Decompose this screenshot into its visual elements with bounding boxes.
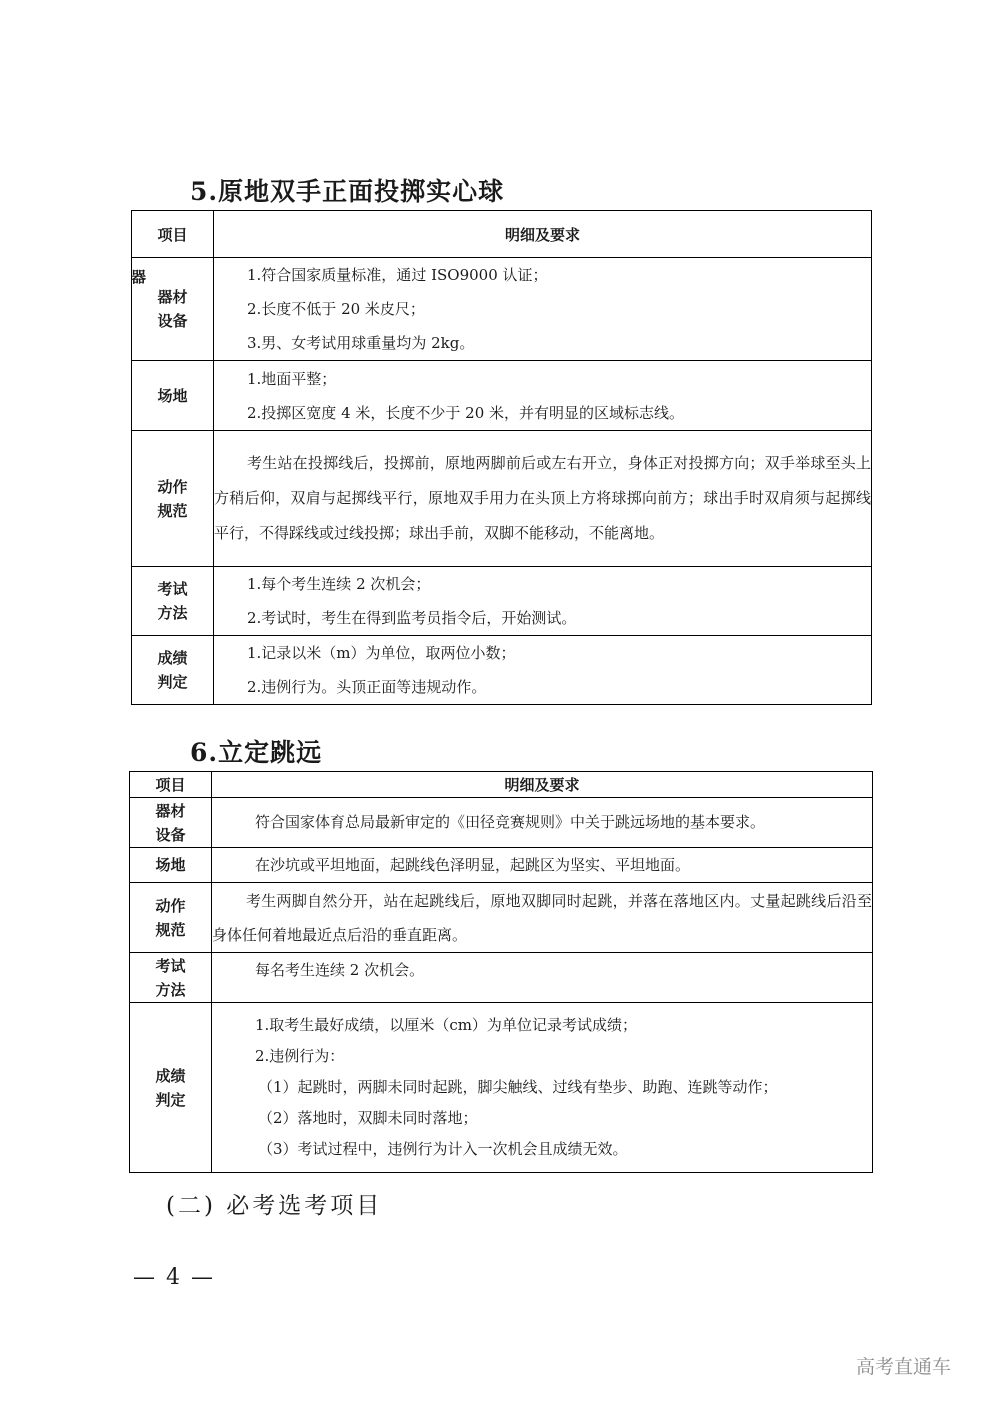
row-label-venue: 场地 xyxy=(132,361,214,431)
list-item: 1.取考生最好成绩，以厘米（cm）为单位记录考试成绩； xyxy=(255,1016,637,1034)
stray-label-char: 器 xyxy=(131,268,147,286)
list-item: 1.记录以米（m）为单位，取两位小数； xyxy=(247,644,516,662)
row-content-venue xyxy=(212,848,873,883)
header-item: 项目 xyxy=(132,211,214,258)
section-6-heading: 6.立定跳远 xyxy=(190,738,323,767)
table-row xyxy=(130,798,873,848)
table-row xyxy=(132,636,872,705)
list-item: （2）落地时，双脚未同时落地； xyxy=(258,1109,478,1127)
row-content-method xyxy=(212,953,873,1003)
list-item: 2.长度不低于 20 米皮尺； xyxy=(247,300,425,318)
technique-paragraph: 考生两脚自然分开，站在起跳线后，原地双脚同时起跳，并落在落地区内。丈量起跳线后沿至身体任何着地最近点后沿的垂直距离。 xyxy=(212,891,872,944)
list-item: 符合国家体育总局最新审定的《田径竞赛规则》中关于跳远场地的基本要求。 xyxy=(255,813,766,831)
list-item: （3）考试过程中，违例行为计入一次机会且成绩无效。 xyxy=(258,1140,628,1158)
table-row xyxy=(132,567,872,636)
header-details: 明细及要求 xyxy=(214,211,872,258)
table-row xyxy=(132,431,872,567)
row-label-method: 考试 方法 xyxy=(130,953,212,1003)
section-5-table xyxy=(131,210,872,705)
list-item: 2.考试时，考生在得到监考员指令后，开始测试。 xyxy=(247,609,577,627)
row-content-technique xyxy=(214,431,872,567)
header-item: 项目 xyxy=(130,772,212,798)
table-row xyxy=(130,883,873,953)
table-row xyxy=(132,361,872,431)
row-content-venue xyxy=(214,361,872,431)
list-item: 3.男、女考试用球重量均为 2kg。 xyxy=(247,334,475,352)
row-content-technique xyxy=(212,883,873,953)
list-item: 1.地面平整； xyxy=(247,369,337,388)
list-item: （1）起跳时，两脚未同时起跳，脚尖触线、过线有垫步、助跑、连跳等动作； xyxy=(258,1078,778,1096)
row-label-technique: 动作 规范 xyxy=(132,431,214,567)
table-row xyxy=(130,848,873,883)
list-item: 2.违例行为： xyxy=(255,1047,345,1065)
row-content-equipment xyxy=(212,798,873,848)
row-label-venue: 场地 xyxy=(130,848,212,883)
row-content-equipment xyxy=(214,258,872,361)
table-header-row xyxy=(132,211,872,258)
row-label-equipment: 器材 设备 xyxy=(132,258,214,361)
list-item: 2.投掷区宽度 4 米，长度不少于 20 米，并有明显的区域标志线。 xyxy=(247,403,685,422)
row-label-equipment: 器材 设备 xyxy=(130,798,212,848)
section-2-heading: (二) 必考选考项目 xyxy=(166,1193,383,1219)
table-row xyxy=(130,953,873,1003)
watermark-text: 高考直通车 xyxy=(856,1356,952,1378)
header-details: 明细及要求 xyxy=(212,772,873,798)
row-content-scoring xyxy=(212,1003,873,1173)
list-item: 在沙坑或平坦地面，起跳线色泽明显，起跳区为坚实、平坦地面。 xyxy=(255,855,691,874)
page-number: — 4 — xyxy=(133,1265,215,1290)
table-row xyxy=(130,1003,873,1173)
section-6-table xyxy=(129,771,873,1173)
list-item: 每名考生连续 2 次机会。 xyxy=(255,961,425,979)
row-label-scoring: 成绩 判定 xyxy=(130,1003,212,1173)
row-label-technique: 动作 规范 xyxy=(130,883,212,953)
section-5-heading: 5.原地双手正面投掷实心球 xyxy=(190,177,505,206)
row-label-scoring: 成绩 判定 xyxy=(132,636,214,705)
table-row xyxy=(132,258,872,361)
row-content-method xyxy=(214,567,872,636)
row-content-scoring xyxy=(214,636,872,705)
list-item: 1.符合国家质量标准，通过 ISO9000 认证； xyxy=(247,266,548,284)
list-item: 2.违例行为。头顶正面等违规动作。 xyxy=(247,678,487,696)
technique-paragraph: 考生站在投掷线后，投掷前，原地两脚前后或左右开立，身体正对投掷方向；双手举球至头上方稍后仰，双肩与起掷线平行，原地双手用力在头顶上方将球掷向前方；球出手时双肩须与起掷线平行，不得踩线或过线投掷；球出手前，双脚不能移动，不能离地。 xyxy=(214,454,871,542)
list-item: 1.每个考生连续 2 次机会； xyxy=(247,575,431,593)
table-header-row xyxy=(130,772,873,798)
row-label-method: 考试 方法 xyxy=(132,567,214,636)
